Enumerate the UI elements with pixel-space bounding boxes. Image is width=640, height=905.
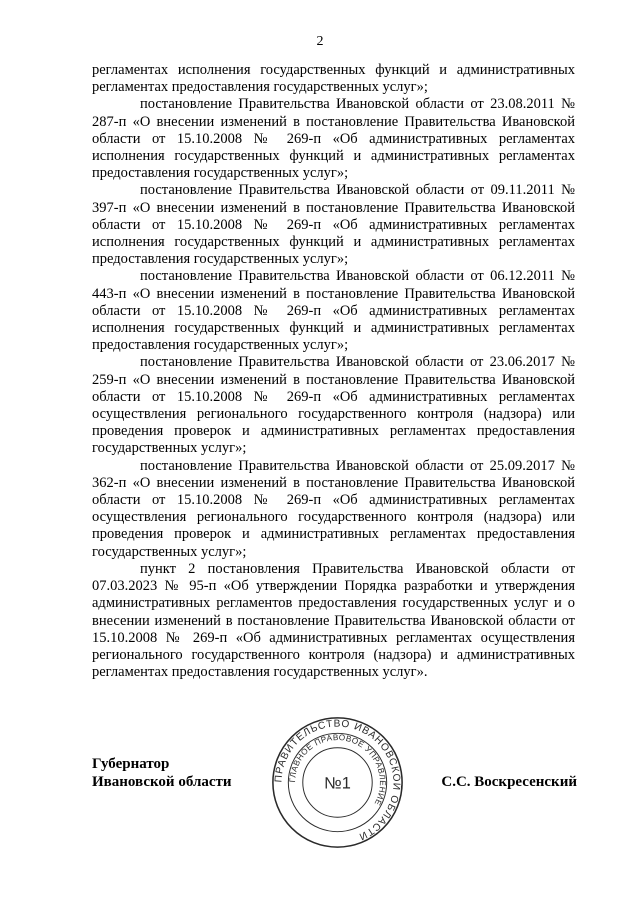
signature-block — [92, 718, 577, 875]
paragraph-6: пункт 2 постановления Правительства Ивановской области от 07.03.2023 № 95-п «Об утверждении Порядка разработки и утверждения административных регламентов предоставления государственных услуг и о внесении изменений в постановление Правительства Ивановской области от 15.10.2008 № 269-п «Об административных регламентах осуществления регионального государственного контроля (надзора) и административных регламентах предоставления государственных услуг». — [92, 560, 575, 681]
stamp-inner-text: ГЛАВНОЕ ПРАВОВОЕ УПРАВЛЕНИЕ — [288, 732, 387, 808]
svg-text:ГЛАВНОЕ ПРАВОВОЕ УПРАВЛЕНИЕ — [288, 733, 387, 807]
stamp-outer-text: ПРАВИТЕЛЬСТВО ИВАНОВСКОЙ ОБЛАСТИ — [273, 718, 402, 842]
signatory-title-line2: Ивановской области — [92, 774, 232, 790]
paragraph-0: регламентах исполнения государственных функций и административных регламентах предоставления государственных услуг»; — [92, 62, 575, 96]
paragraph-2: постановление Правительства Ивановской области от 09.11.2011 № 397-п «О внесении изменений в постановление Правительства Ивановской области от 15.10.2008 № 269-п «Об административных регламентах исполнения государственных функций и административных регламентах предоставления государственных услуг»; — [92, 182, 575, 268]
paragraph-3: постановление Правительства Ивановской области от 06.12.2011 № 443-п «О внесении изменений в постановление Правительства Ивановской области от 15.10.2008 № 269-п «Об административных регламентах исполнения государственных функций и административных регламентах предоставления государственных услуг»; — [92, 268, 575, 354]
paragraph-1: постановление Правительства Ивановской области от 23.08.2011 № 287-п «О внесении изменений в постановление Правительства Ивановской области от 15.10.2008 № 269-п «Об административных регламентах исполнения государственных функций и административных регламентах предоставления государственных услуг»; — [92, 96, 575, 182]
stamp-center-text: №1 — [324, 774, 351, 793]
document-body — [92, 62, 575, 681]
signatory-position — [92, 755, 232, 791]
signatory-name: С.С. Воскресенский — [441, 774, 577, 790]
paragraph-4: постановление Правительства Ивановской области от 23.06.2017 № 259-п «О внесении изменений в постановление Правительства Ивановской области от 15.10.2008 № 269-п «Об административных регламентах осуществления регионального государственного контроля (надзора) или проведения проверок и административных регламентах предоставления государственных услуг»; — [92, 354, 575, 457]
official-stamp-icon — [270, 715, 405, 850]
signatory-title-line1: Губернатор — [92, 756, 170, 772]
paragraph-5: постановление Правительства Ивановской области от 25.09.2017 № 362-п «О внесении изменений в постановление Правительства Ивановской области от 15.10.2008 № 269-п «Об административных регламентах осуществления регионального государственного контроля (надзора) или проведения проверок и административных регламентах предоставления государственных услуг»; — [92, 457, 575, 560]
page-number: 2 — [316, 34, 324, 49]
